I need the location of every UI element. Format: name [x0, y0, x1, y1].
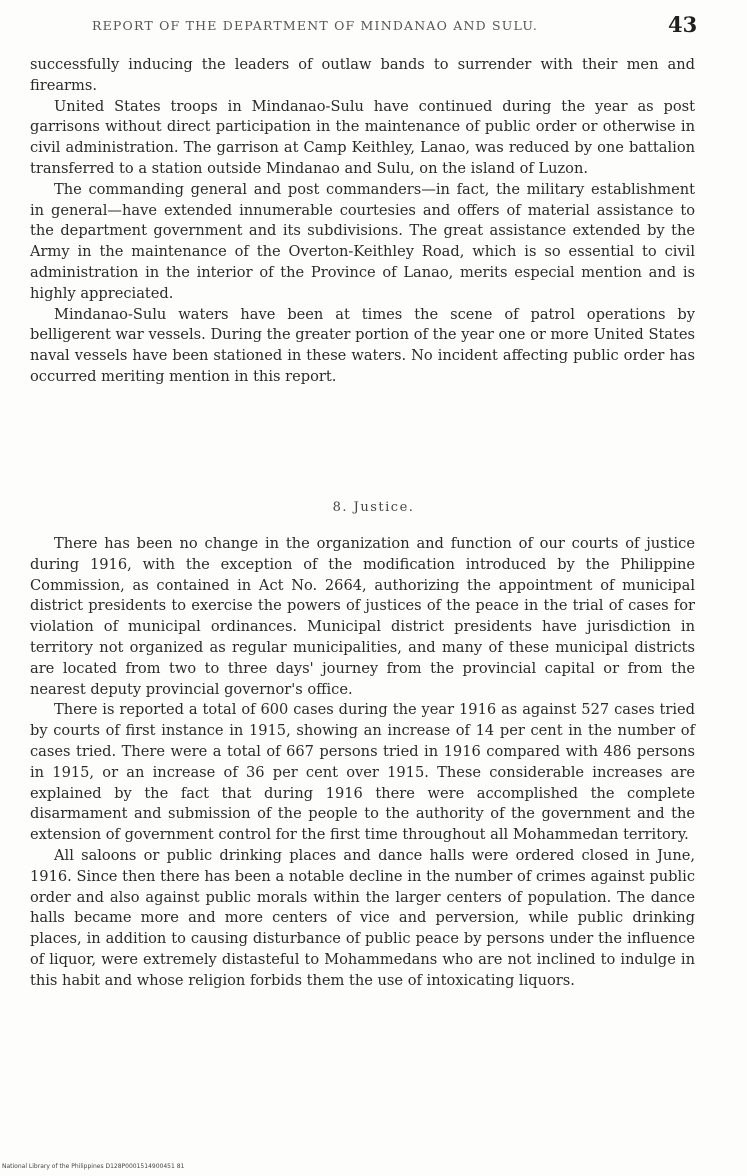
running-head: REPORT OF THE DEPARTMENT OF MINDANAO AND SULU. [92, 18, 539, 33]
text-block-after-heading [30, 534, 695, 992]
paragraph: United States troops in Mindanao-Sulu have continued during the year as post garrisons without direct participation in the maintenance of public order or otherwise in civil administration. The garrison at Camp Keithley, Lanao, was reduced by one battalion transferred to a station outside Mindanao and Sulu, on the island of Luzon. [30, 97, 695, 177]
paragraph: All saloons or public drinking places and dance halls were ordered closed in June, 1916. Since then there has been a notable decline in the number of crimes against public order and also against public morals within the larger centers of population. The dance halls became more and more centers of vice and perversion, while public drinking places, in addition to causing disturbance of public peace by persons under the influence of liquor, were extremely distasteful to Mohammedans who are not inclined to indulge in this habit and whose religion forbids them the use of intoxicating liquors. [30, 846, 695, 989]
paragraph: The commanding general and post commanders—in fact, the military establishment in general—have extended innumerable courtesies and offers of material assistance to the department government and its subdivisions. The great assistance extended by the Army in the maintenance of the Overton-Keithley Road, which is so essential to civil administration in the interior of the Province of Lanao, merits especial mention and is highly appreciated. [30, 180, 695, 302]
footer-credit: National Library of the Philippines D128P0001514900451 81 [2, 1163, 185, 1170]
paragraph: Mindanao-Sulu waters have been at times the scene of patrol operations by belligerent war vessels. During the greater portion of the year one or more United States naval vessels have been stationed in these waters. No incident affecting public order has occurred meriting mention in this report. [30, 305, 695, 385]
paragraph: There is reported a total of 600 cases during the year 1916 as against 527 cases tried by courts of first instance in 1915, showing an increase of 14 per cent in the number of cases tried. There were a total of 667 persons tried in 1916 compared with 486 persons in 1915, or an increase of 36 per cent over 1915. These considerable increases are explained by the fact that during 1916 there were accomplished the complete disarmament and submission of the people to the authority of the government and the extension of government control for the first time throughout all Mohammedan territory. [30, 701, 695, 844]
paragraph: There has been no change in the organization and function of our courts of justice during 1916, with the exception of the modification introduced by the Philippine Commission, as contained in Act No. 2664, authorizing the appointment of municipal district presidents to exercise the powers of justices of the peace in the trial of cases for violation of municipal ordinances. Municipal district presidents have jurisdiction in territory not organized as regular municipalities, and many of these municipal districts are located from two to three days' journey from the provincial capital or from the nearest deputy provincial governor's office. [30, 535, 695, 698]
section-heading: 8. Justice. [332, 500, 415, 515]
text-block-before-heading [30, 55, 695, 388]
paragraph: successfully inducing the leaders of outlaw bands to surrender with their men and firearms. [30, 56, 695, 94]
page-number: 43 [668, 12, 698, 37]
